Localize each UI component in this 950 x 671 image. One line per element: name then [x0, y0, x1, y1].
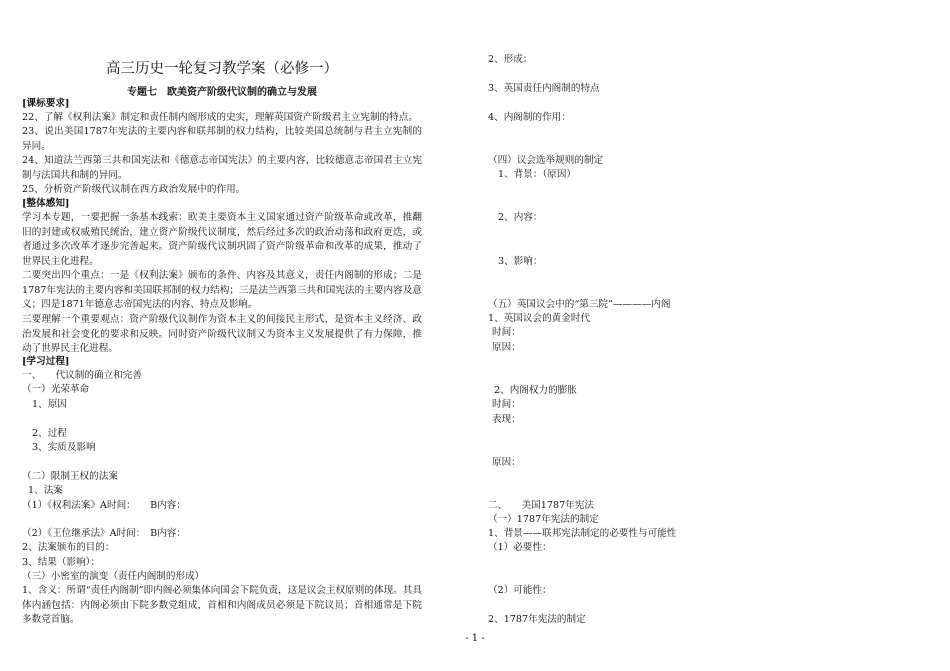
requirement-24: 24、知道法兰西第三共和国宪法和《德意志帝国宪法》的主要内容，比较德意志帝国君主立宪制与法国共和制的异同。 — [22, 155, 422, 181]
third-house-heading: （五）英国议会中的“第三院”————内阁 — [488, 299, 671, 310]
election-content-item: 2、内容： — [498, 212, 543, 223]
formation-item: 2、形成： — [488, 54, 533, 65]
golden-age-time: 时间： — [492, 327, 521, 338]
glorious-revolution-heading: （一）光荣革命 — [22, 384, 90, 395]
overview-paragraph-1: 学习本专题，一要把握一条基本线索：欧美主要资本主义国家通过资产阶级革命或改革，推翻旧的封建或权威殖民统治，建立资产阶级代议制度，然后经过多次的政治动荡和政府更迭，或者通过多次改革才逐步完善起来。资产阶级代议制巩固了资产阶级革命和改革的成果，推动了世界民主化进程。 — [22, 212, 422, 267]
overview-paragraph-2: 二要突出四个重点：一是《权利法案》颁布的条件、内容及其意义，责任内阁制的形成；二是1787年宪法的主要内容和美国联邦制的权力结构；三是法兰西第三共和国宪法的主要内容及意义；四是1871年德意志帝国宪法的内容、特点及影响。 — [22, 270, 422, 311]
election-impact-item: 3、影响： — [498, 256, 543, 267]
cabinet-power-item: 2、内阁权力的膨胀 — [494, 385, 577, 396]
constitution-background-item: 1、背景——联邦宪法制定的必要性与可能性 — [488, 528, 677, 539]
cabinet-power-reason: 原因： — [492, 457, 521, 468]
page-number: - 1 - — [465, 633, 485, 644]
election-background-item: 1、背景：（原因） — [498, 169, 577, 180]
cabinet-role-item: 4、内阁制的作用： — [488, 112, 571, 123]
cabinet-power-manifestation: 表现： — [492, 414, 521, 425]
possibility-item: （2）可能性： — [488, 585, 552, 596]
overview-label: [整体感知] — [22, 198, 70, 209]
part-two-heading: 二、 美国1787年宪法 — [488, 500, 594, 511]
golden-age-reason: 原因： — [492, 342, 521, 353]
requirement-22: 22、了解《权利法案》制定和责任制内阁形成的史实，理解英国资产阶级君主立宪制的特点。 — [22, 112, 418, 123]
acts-result-item: 3、结果（影响）： — [22, 557, 101, 568]
item-process: 2、过程 — [32, 428, 67, 439]
item-acts: 1、法案 — [28, 485, 63, 496]
constitution-making-heading: （一）1787年宪法的制定 — [488, 514, 599, 525]
election-rules-heading: （四）议会选举规则的制定 — [488, 155, 604, 166]
cabinet-definition-paragraph: 1、含义：所谓“责任内阁制”即内阁必须集体向国会下院负责，这是议会主权原则的体现。其具体内涵包括：内阁必须由下院多数党组成，首相和内阁成员必须是下院议员；首相通常是下院多数党首脑。 — [22, 585, 422, 626]
requirement-25: 25、分析资产阶级代议制在西方政治发展中的作用。 — [22, 184, 246, 195]
part-one-heading: 一、 代议制的确立和完善 — [22, 370, 142, 381]
acts-purpose-item: 2、法案颁布的目的： — [22, 542, 115, 553]
cabinet-evolution-heading: （三）小密室的演变（责任内阁制的形成） — [22, 571, 205, 582]
cabinet-features-item: 3、英国责任内阁制的特点 — [488, 83, 600, 94]
course-requirements-label: [课标要求] — [22, 98, 70, 109]
cabinet-power-time: 时间： — [492, 399, 521, 410]
topic-subtitle: 专题七 欧美资产阶级代议制的确立与发展 — [127, 87, 317, 98]
golden-age-item: 1、英国议会的黄金时代 — [488, 313, 591, 324]
item-causes: 1、原因 — [32, 399, 67, 410]
learning-process-label: [学习过程] — [22, 356, 70, 367]
bill-of-rights-item: （1）《权利法案》A时间： B内容： — [22, 500, 186, 511]
requirement-23: 23、说出美国1787年宪法的主要内容和联邦制的权力结构，比较美国总统制与君主立宪制的异同。 — [22, 126, 422, 152]
act-of-settlement-item: （2）《王位继承法》A时间： B内容： — [22, 528, 186, 539]
item-essence: 3、实质及影响 — [32, 442, 96, 453]
overview-paragraph-3: 三要理解一个重要观点：资产阶级代议制作为资本主义的间接民主形式，是资本主义经济、政治发展和社会变化的要求和反映。同时资产阶级代议制又为资本主义发展提供了有力保障，推动了世界民主化进程。 — [22, 314, 422, 355]
page-title: 高三历史一轮复习教学案（必修一） — [106, 61, 338, 77]
royal-power-acts-heading: （二）限制王权的法案 — [22, 471, 118, 482]
constitution-making-item: 2、1787年宪法的制定 — [488, 614, 586, 625]
necessity-item: （1）必要性： — [488, 542, 552, 553]
